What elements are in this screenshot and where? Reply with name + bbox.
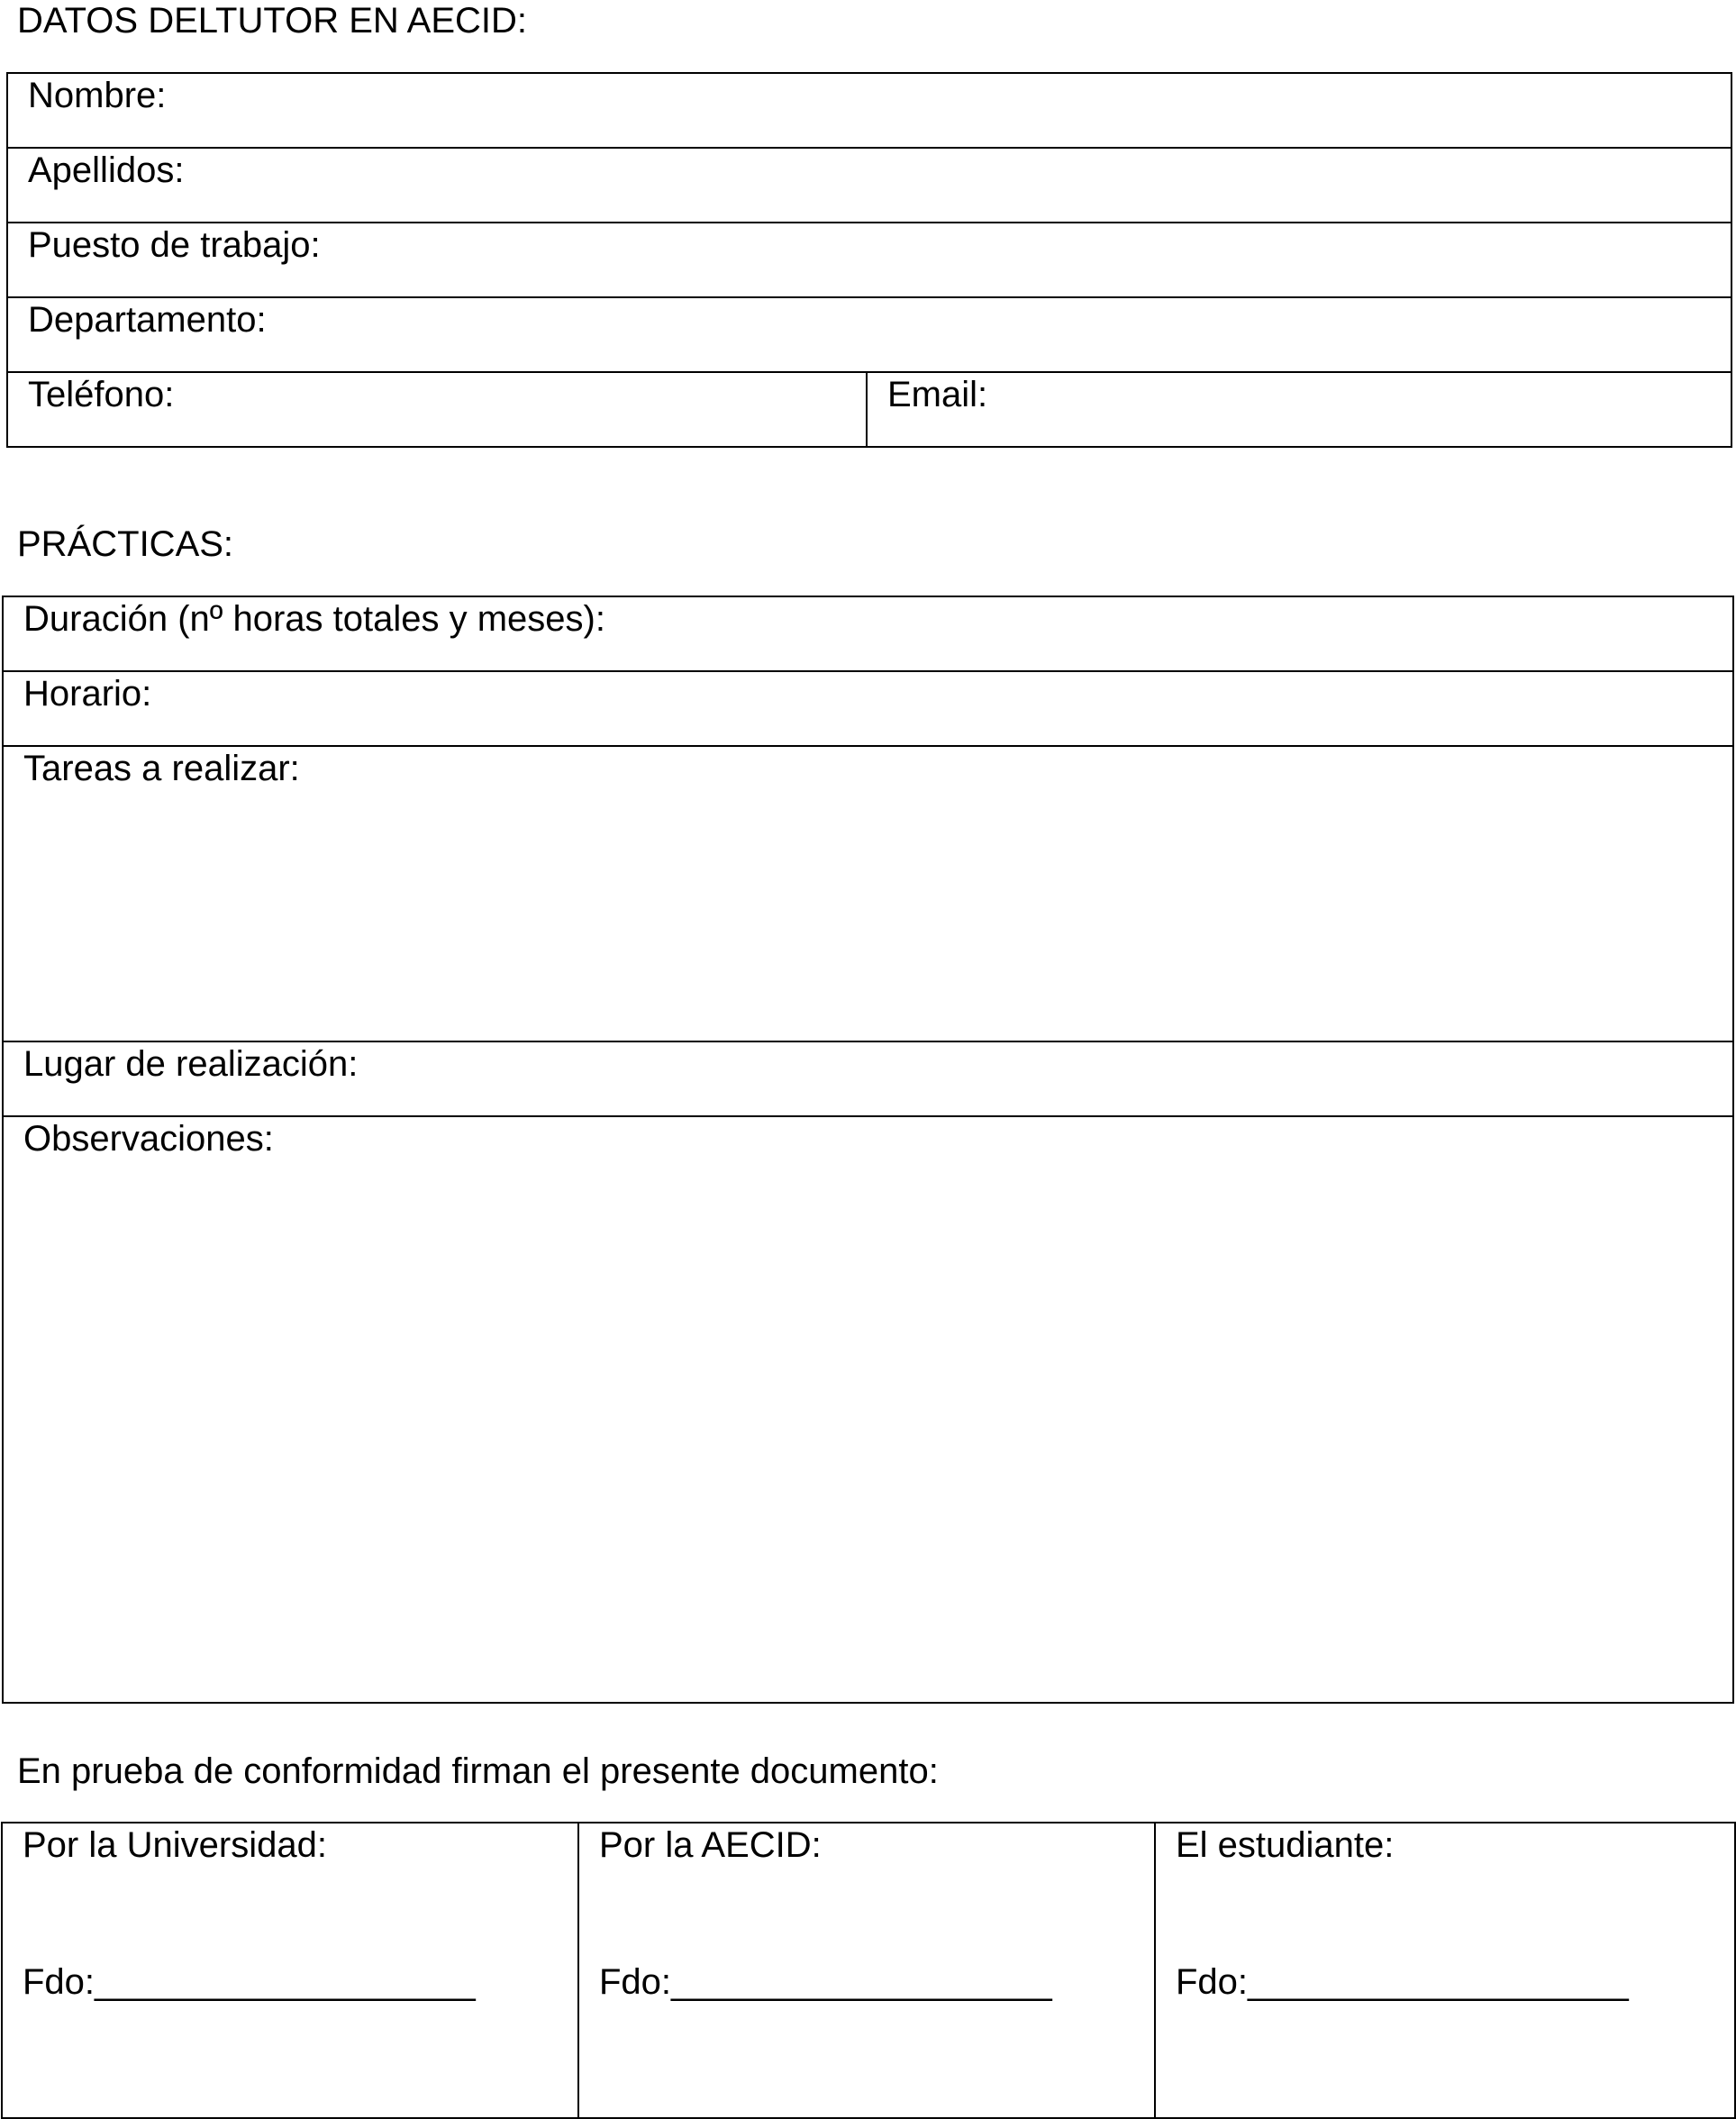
email-label: Email: <box>887 375 988 414</box>
apellidos-label: Apellidos: <box>28 150 185 190</box>
aecid-label: Por la AECID: <box>599 1825 822 1865</box>
estudiante-label: El estudiante: <box>1176 1825 1395 1865</box>
puesto-de-trabajo-field[interactable] <box>7 223 1731 297</box>
signature-table <box>1 1822 1736 2119</box>
tareas-label: Tareas a realizar: <box>23 749 300 788</box>
email-field[interactable] <box>867 372 1731 447</box>
duracion-field[interactable] <box>3 596 1733 671</box>
estudiante-fdo-line: Fdo:___________________ <box>1176 1962 1629 2002</box>
observaciones-label: Observaciones: <box>23 1119 274 1159</box>
practicas-table <box>2 596 1734 1704</box>
apellidos-field[interactable] <box>7 148 1731 223</box>
practicas-section-heading: PRÁCTICAS: <box>17 524 234 564</box>
lugar-de-realizacion-field[interactable] <box>3 1041 1733 1116</box>
departamento-field[interactable] <box>7 297 1731 372</box>
tutor-section-heading: DATOS DELTUTOR EN AECID: <box>17 1 528 41</box>
telefono-label: Teléfono: <box>28 375 175 414</box>
nombre-label: Nombre: <box>28 76 167 115</box>
conformidad-statement: En prueba de conformidad firman el presente documento: <box>17 1751 939 1791</box>
horario-label: Horario: <box>23 674 152 714</box>
tareas-field[interactable] <box>3 746 1733 1041</box>
signature-estudiante-box[interactable] <box>1155 1823 1735 2118</box>
lugar-de-realizacion-label: Lugar de realización: <box>23 1044 359 1084</box>
signature-universidad-box[interactable] <box>2 1823 578 2118</box>
universidad-label: Por la Universidad: <box>23 1825 327 1865</box>
tutor-data-table <box>6 72 1732 448</box>
observaciones-field[interactable] <box>3 1116 1733 1703</box>
horario-field[interactable] <box>3 671 1733 746</box>
puesto-de-trabajo-label: Puesto de trabajo: <box>28 225 321 265</box>
signature-aecid-box[interactable] <box>578 1823 1155 2118</box>
duracion-label: Duración (nº horas totales y meses): <box>23 599 605 639</box>
departamento-label: Departamento: <box>28 300 267 340</box>
aecid-fdo-line: Fdo:___________________ <box>599 1962 1052 2002</box>
telefono-field[interactable] <box>7 372 867 447</box>
nombre-field[interactable] <box>7 73 1731 148</box>
universidad-fdo-line: Fdo:___________________ <box>23 1962 476 2002</box>
